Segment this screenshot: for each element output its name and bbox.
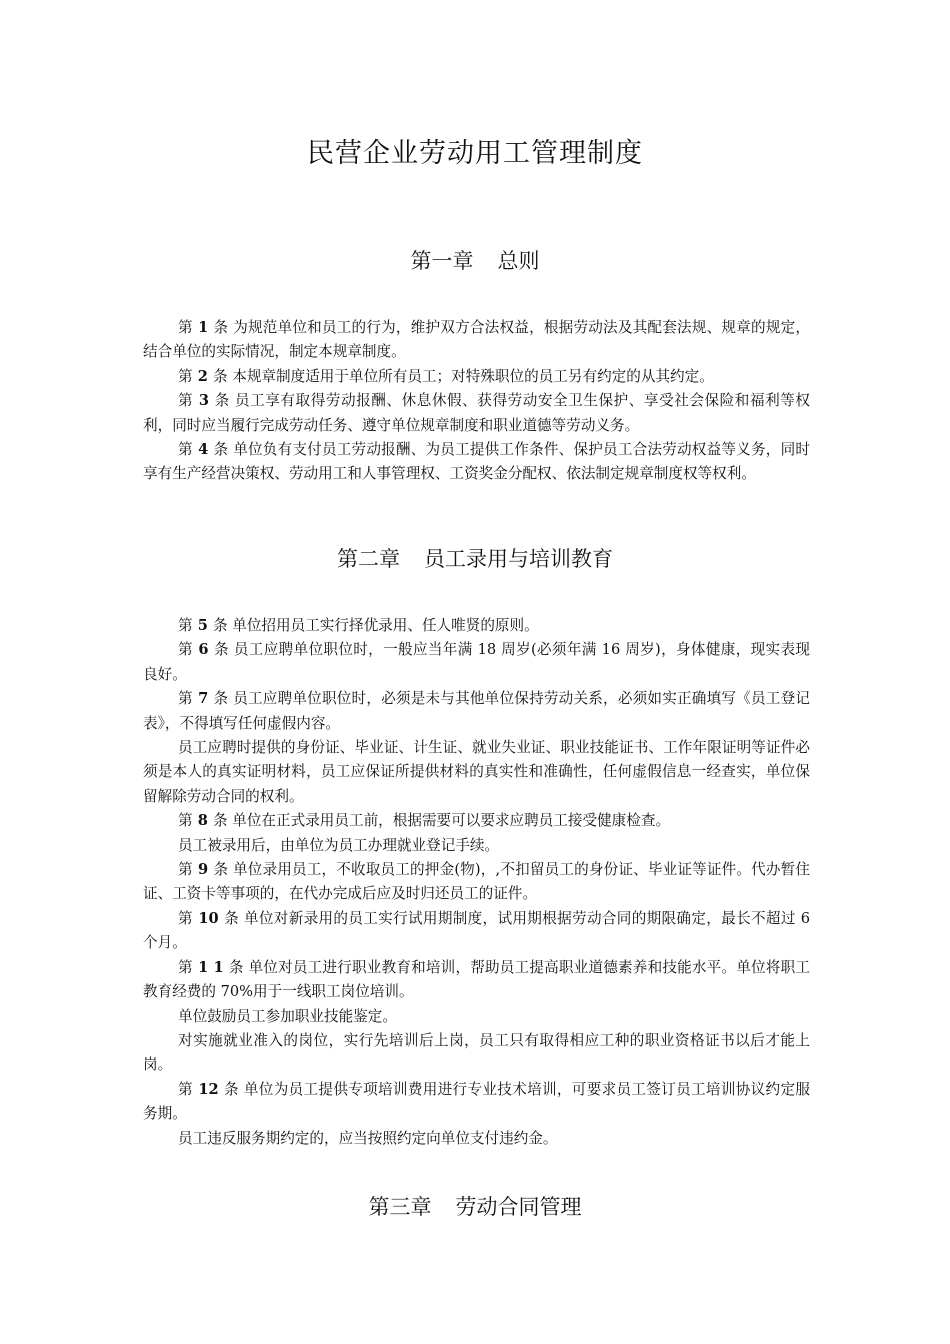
article-text: 员工违反服务期约定的，应当按照约定向单位支付违约金。 — [178, 1129, 558, 1147]
article-suffix: 条 — [212, 367, 228, 385]
article-prefix: 第 — [178, 909, 193, 927]
article-paragraph — [143, 1029, 810, 1078]
article-paragraph — [143, 638, 810, 687]
chapter-heading — [0, 1191, 950, 1223]
article-text: 员工被录用后，由单位为员工办理就业登记手续。 — [178, 836, 500, 854]
chapter-2-body — [143, 614, 810, 1151]
chapter-name: 员工录用与培训教育 — [424, 547, 613, 571]
article-text: 员工应聘单位职位时，一般应当年满 18 周岁(必须年满 16 周岁)，身体健康，现实表现良好。 — [143, 641, 810, 683]
article-paragraph — [143, 1127, 810, 1151]
article-paragraph — [143, 736, 810, 809]
article-paragraph — [143, 1005, 810, 1029]
article-text: 单位对新录用的员工实行试用期制度，试用期根据劳动合同的期限确定，最长不超过 6 个月。 — [143, 909, 810, 952]
article-prefix: 第 — [178, 367, 193, 385]
chapter-1-body — [143, 316, 810, 487]
article-paragraph — [143, 389, 810, 438]
article-paragraph — [143, 809, 810, 833]
article-paragraph — [143, 687, 810, 736]
article-text: 单位鼓励员工参加职业技能鉴定。 — [178, 1007, 397, 1025]
article-text: 员工应聘时提供的身份证、毕业证、计生证、就业失业证、职业技能证书、工作年限证明等证件必须是本人的真实证明材料，员工应保证所提供材料的真实性和准确性，任何虚假信息一经查实，单位保留解除劳动合同的权利。 — [143, 739, 810, 805]
article-paragraph — [143, 365, 810, 389]
article-prefix: 第 — [178, 690, 193, 708]
article-suffix: 条 — [213, 861, 229, 879]
article-text: 本规章制度适用于单位所有员工；对特殊职位的员工另有约定的从其约定。 — [232, 367, 714, 385]
article-number: 1 1 — [192, 958, 229, 976]
article-paragraph — [143, 438, 810, 487]
article-suffix: 条 — [213, 441, 229, 459]
chapter-heading — [0, 543, 950, 575]
article-suffix: 条 — [213, 641, 229, 659]
article-suffix: 条 — [213, 690, 229, 708]
article-text: 对实施就业准入的岗位，实行先培训后上岗，员工只有取得相应工种的职业资格证书以后才能上岗。 — [143, 1031, 810, 1074]
article-paragraph — [143, 834, 810, 858]
article-number: 7 — [192, 690, 214, 708]
article-number: 8 — [192, 812, 213, 830]
article-prefix: 第 — [178, 392, 194, 410]
article-prefix: 第 — [178, 1080, 193, 1098]
article-number: 2 — [192, 367, 213, 385]
article-prefix: 第 — [178, 441, 193, 459]
article-number: 10 — [192, 909, 225, 927]
article-prefix: 第 — [178, 319, 193, 336]
article-text: 为规范单位和员工的行为，维护双方合法权益，根据劳动法及其配套法规、规章的规定，结合单位的实际情况，制定本规章制度。 — [143, 319, 810, 361]
article-paragraph — [143, 858, 810, 907]
article-number: 5 — [192, 617, 213, 634]
article-text: 单位对员工进行职业教育和培训，帮助员工提高职业道德素养和技能水平。单位将职工教育经费的 70%用于一线职工岗位培训。 — [143, 958, 810, 1001]
article-number: 12 — [192, 1080, 225, 1098]
article-prefix: 第 — [178, 617, 193, 634]
article-text: 员工应聘单位职位时，必须是未与其他单位保持劳动关系，必须如实正确填写《员工登记表》，不得填写任何虚假内容。 — [143, 690, 810, 732]
article-prefix: 第 — [178, 861, 193, 879]
article-number: 4 — [192, 441, 214, 459]
article-suffix: 条 — [224, 1080, 239, 1098]
article-text: 单位招用员工实行择优录用、任人唯贤的原则。 — [232, 617, 539, 634]
chapter-heading — [0, 245, 950, 277]
article-text: 员工享有取得劳动报酬、休息休假、获得劳动安全卫生保护、享受社会保险和福利等权利，同时应当履行完成劳动任务、遵守单位规章制度和职业道德等劳动义务。 — [143, 392, 810, 434]
article-paragraph — [143, 316, 810, 365]
chapter-label: 第三章 — [368, 1195, 432, 1219]
article-number: 3 — [193, 392, 215, 410]
chapter-label: 第二章 — [337, 547, 400, 571]
article-paragraph — [143, 956, 810, 1005]
article-number: 9 — [192, 861, 214, 879]
chapter-name: 劳动合同管理 — [455, 1195, 582, 1219]
article-number: 6 — [192, 641, 214, 659]
document-title: 民营企业劳动用工管理制度 — [307, 138, 643, 169]
article-paragraph — [143, 907, 810, 956]
article-suffix: 条 — [214, 392, 230, 410]
article-suffix: 条 — [213, 319, 229, 336]
chapter-label: 第一章 — [410, 249, 474, 273]
article-suffix: 条 — [224, 909, 239, 927]
article-suffix: 条 — [212, 812, 228, 830]
article-paragraph — [143, 1078, 810, 1127]
article-suffix: 条 — [228, 958, 244, 976]
article-prefix: 第 — [178, 812, 193, 830]
chapter-name: 总则 — [497, 249, 540, 273]
article-number: 1 — [192, 319, 214, 336]
article-text: 单位为员工提供专项培训费用进行专业技术培训，可要求员工签订员工培训协议约定服务期。 — [143, 1080, 810, 1123]
article-suffix: 条 — [212, 617, 228, 634]
article-text: 单位负有支付员工劳动报酬、为员工提供工作条件、保护员工合法劳动权益等义务，同时享有生产经营决策权、劳动用工和人事管理权、工资奖金分配权、依法制定规章制度权等权利。 — [143, 441, 810, 483]
article-text: 单位录用员工，不收取员工的押金(物)，,不扣留员工的身份证、毕业证等证件。代办暂住证、工资卡等事项的，在代办完成后应及时归还员工的证件。 — [143, 861, 810, 903]
article-text: 单位在正式录用员工前，根据需要可以要求应聘员工接受健康检查。 — [232, 812, 671, 830]
article-paragraph — [143, 614, 810, 638]
article-prefix: 第 — [178, 958, 193, 976]
article-prefix: 第 — [178, 641, 193, 659]
